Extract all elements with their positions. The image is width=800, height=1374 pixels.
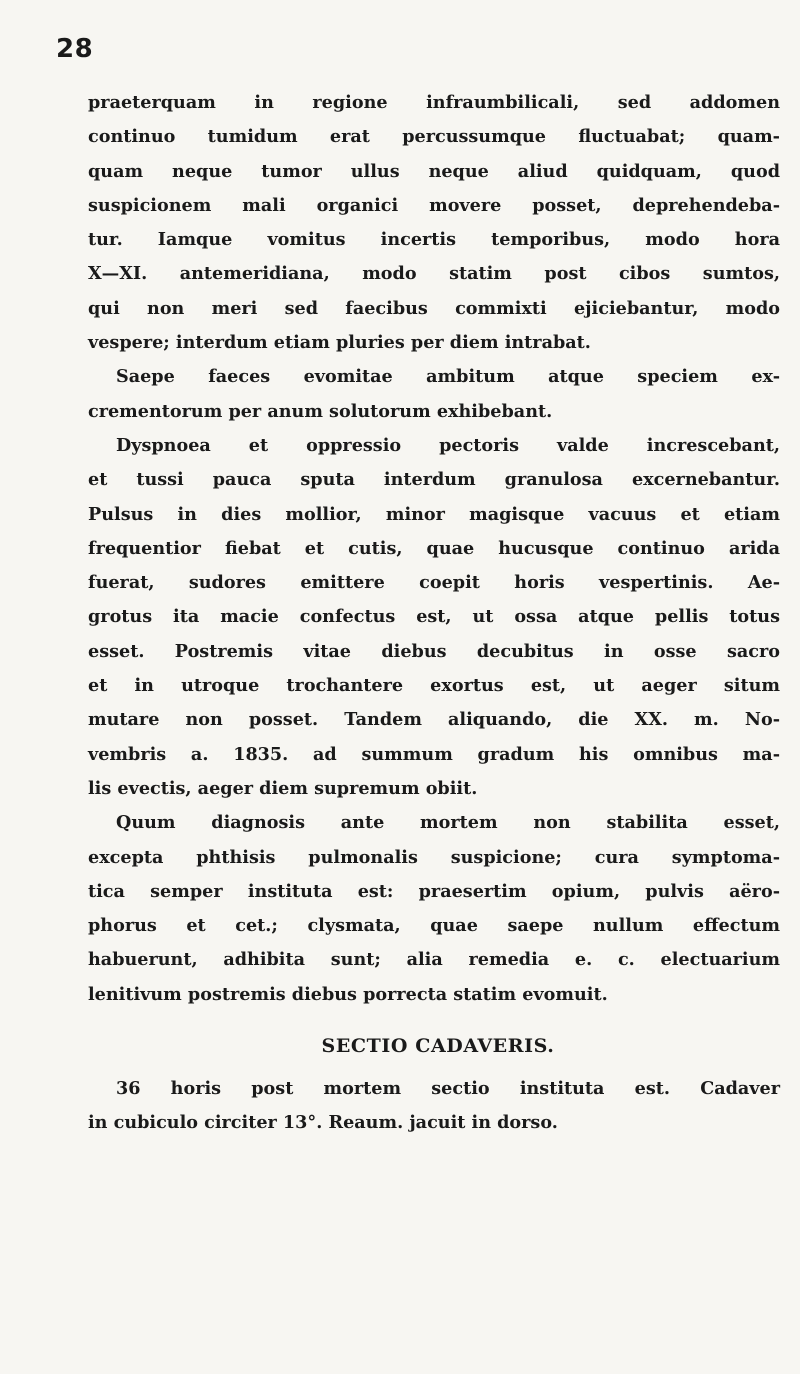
- text-line: excepta phthisis pulmonalis suspicione; cura symptoma-: [88, 846, 780, 868]
- text-line: esset. Postremis vitae diebus decubitus in osse sacro: [88, 640, 780, 662]
- paragraph-3: [88, 429, 780, 806]
- text-line: tica semper instituta est: praesertim opium, pulvis aëro-: [88, 880, 780, 902]
- text-line: et in utroque trochantere exortus est, ut aeger situm: [88, 675, 780, 697]
- paragraph-2: [88, 360, 780, 429]
- text-line: qui non meri sed faecibus commixti ejiciebantur, modo: [88, 297, 780, 319]
- text-line: praeterquam in regione infraumbilicali, sed addomen: [88, 92, 780, 113]
- text-line: quam neque tumor ullus neque aliud quidquam, quod: [88, 160, 780, 182]
- text-line: et tussi pauca sputa interdum granulosa excernebantur.: [88, 469, 780, 491]
- paragraph-1: [88, 86, 780, 360]
- text-line: frequentior fiebat et cutis, quae hucusque continuo arida: [88, 537, 780, 559]
- text-line: crementorum per anum solutorum exhibebant.: [88, 400, 553, 422]
- text-line: vespere; interdum etiam pluries per diem intrabat.: [88, 332, 591, 354]
- text-line: suspicionem mali organici movere posset, deprehendeba-: [88, 194, 780, 216]
- text-line: in cubiculo circiter 13°. Reaum. jacuit in dorso.: [88, 1112, 558, 1134]
- text-line: fuerat, sudores emittere coepit horis vespertinis. Ae-: [88, 572, 780, 594]
- section-heading: SECTIO CADAVERIS.: [321, 1035, 555, 1058]
- text-line: lenitivum postremis diebus porrecta statim evomuit.: [88, 983, 608, 1005]
- page-number: 28: [56, 34, 94, 64]
- text-line: habuerunt, adhibita sunt; alia remedia e. c. electuarium: [88, 949, 780, 971]
- section-paragraph: [88, 1072, 780, 1141]
- paragraph-4: [88, 806, 780, 1012]
- text-line: Saepe faeces evomitae ambitum atque speciem ex-: [116, 366, 780, 388]
- text-line: mutare non posset. Tandem aliquando, die XX. m. No-: [88, 709, 780, 731]
- text-line: 36 horis post mortem sectio instituta est. Cadaver: [116, 1078, 780, 1100]
- document-body: [88, 86, 780, 1141]
- text-line: Dyspnoea et oppressio pectoris valde increscebant,: [116, 434, 780, 456]
- text-line: continuo tumidum erat percussumque fluctuabat; quam-: [88, 126, 780, 148]
- text-line: Quum diagnosis ante mortem non stabilita esset,: [116, 812, 780, 834]
- text-line: Pulsus in dies mollior, minor magisque vacuus et etiam: [88, 503, 780, 525]
- text-line: vembris a. 1835. ad summum gradum his omnibus ma-: [88, 743, 780, 765]
- text-line: tur. Iamque vomitus incertis temporibus, modo hora: [88, 229, 780, 251]
- text-line: X—XI. antemeridiana, modo statim post cibos sumtos,: [88, 263, 780, 285]
- text-line: grotus ita macie confectus est, ut ossa atque pellis totus: [88, 606, 780, 628]
- text-line: phorus et cet.; clysmata, quae saepe nullum effectum: [88, 915, 780, 937]
- text-line: lis evectis, aeger diem supremum obiit.: [88, 777, 478, 799]
